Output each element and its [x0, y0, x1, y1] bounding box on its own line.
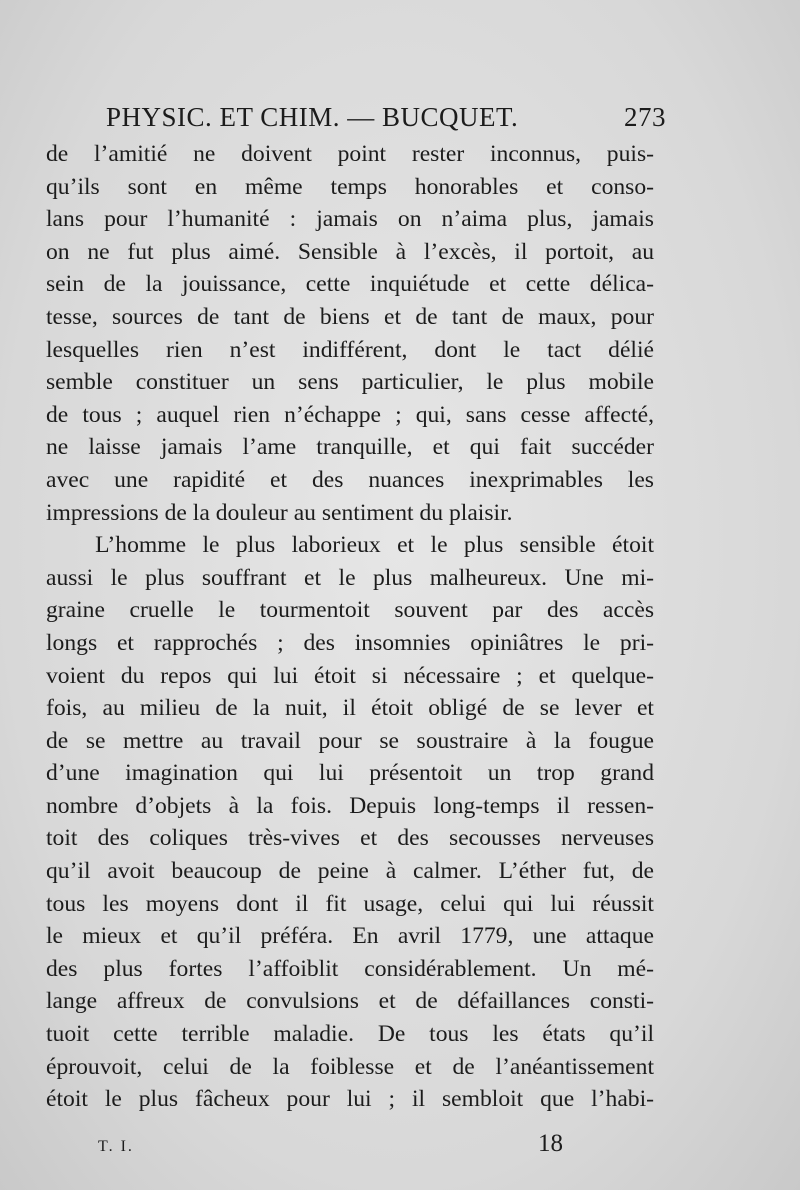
- text-line: lesquelles rien n’est indifférent, dont le tact délié: [46, 336, 654, 363]
- paragraph-end-line: impressions de la douleur au sentiment du plaisir.: [46, 499, 513, 526]
- text-line: graine cruelle le tourmentoit souvent par des accès: [46, 597, 654, 624]
- text-line: qu’il avoit beaucoup de peine à calmer. L’éther fut, de: [46, 858, 654, 885]
- text-line: qu’ils sont en même temps honorables et conso-: [46, 173, 654, 200]
- text-line: le mieux et qu’il préféra. En avril 1779, une attaque: [46, 923, 654, 950]
- text-line: fois, au milieu de la nuit, il étoit obligé de se lever et: [46, 695, 654, 722]
- text-line: voient du repos qui lui étoit si nécessaire ; et quelque-: [46, 662, 654, 689]
- text-line: toit des coliques très-vives et des secousses nerveuses: [46, 825, 654, 852]
- text-line: nombre d’objets à la fois. Depuis long-temps il ressen-: [46, 792, 654, 819]
- gathering-number: 18: [538, 1130, 563, 1157]
- text-line: lange affreux de convulsions et de défaillances consti-: [46, 988, 654, 1015]
- signature-mark: T. I.: [98, 1138, 134, 1155]
- page-number: 273: [624, 102, 666, 132]
- text-line: de tous ; auquel rien n’échappe ; qui, sans cesse affecté,: [46, 401, 654, 428]
- text-line: éprouvoit, celui de la foiblesse et de l’anéantissement: [46, 1053, 654, 1080]
- text-line: ne laisse jamais l’ame tranquille, et qui fait succéder: [46, 434, 654, 461]
- text-line: semble constituer un sens particulier, le plus mobile: [46, 369, 654, 396]
- running-header: [106, 102, 666, 138]
- text-line: tesse, sources de tant de biens et de tant de maux, pour: [46, 303, 654, 330]
- text-line: de l’amitié ne doivent point rester inconnus, puis-: [46, 141, 654, 167]
- text-line: des plus fortes l’affoiblit considérablement. Un mé-: [46, 955, 654, 982]
- text-line: tuoit cette terrible maladie. De tous les états qu’il: [46, 1021, 654, 1048]
- text-line: de se mettre au travail pour se soustraire à la fougue: [46, 727, 654, 754]
- paragraph-start-line: L’homme le plus laborieux et le plus sensible étoit: [46, 532, 654, 559]
- text-line: sein de la jouissance, cette inquiétude et cette délica-: [46, 271, 654, 298]
- text-line: longs et rapprochés ; des insomnies opiniâtres le pri-: [46, 629, 654, 656]
- running-title: PHYSIC. ET CHIM. — BUCQUET.: [106, 102, 519, 132]
- text-line: on ne fut plus aimé. Sensible à l’excès, il portoit, au: [46, 238, 654, 265]
- body-text: [46, 138, 654, 1116]
- text-line: étoit le plus fâcheux pour lui ; il sembloit que l’habi-: [46, 1086, 654, 1113]
- text-line: aussi le plus souffrant et le plus malheureux. Une mi-: [46, 564, 654, 591]
- text-line: tous les moyens dont il fit usage, celui qui lui réussit: [46, 890, 654, 917]
- text-line: d’une imagination qui lui présentoit un trop grand: [46, 760, 654, 787]
- text-line: lans pour l’humanité : jamais on n’aima plus, jamais: [46, 206, 654, 233]
- text-line: avec une rapidité et des nuances inexprimables les: [46, 466, 654, 493]
